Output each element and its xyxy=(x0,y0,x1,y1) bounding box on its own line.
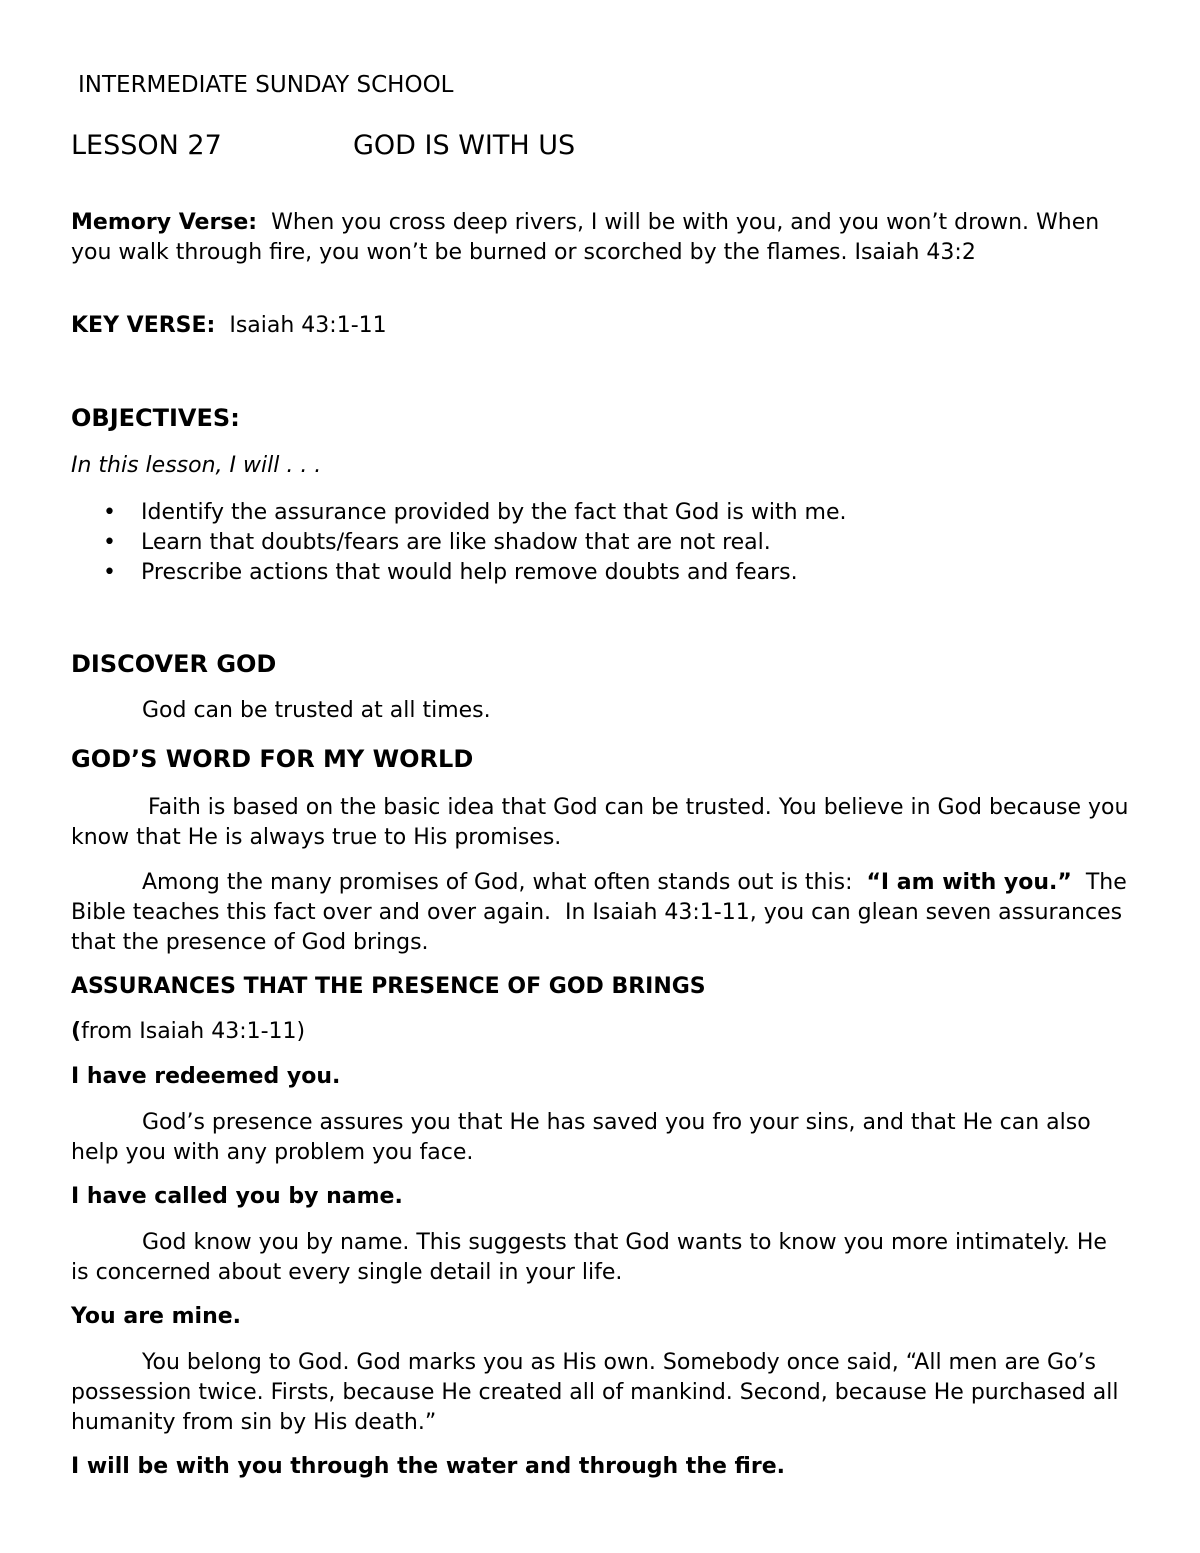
key-verse xyxy=(71,313,387,338)
memory-verse xyxy=(71,208,1131,268)
objectives-intro: In this lesson, I will . . . xyxy=(71,453,322,478)
assurances-heading: ASSURANCES THAT THE PRESENCE OF GOD BRINGS xyxy=(71,974,706,999)
key-verse-label: KEY VERSE: xyxy=(71,313,216,338)
bullet-icon: • xyxy=(103,500,116,525)
lesson-title: GOD IS WITH US xyxy=(353,130,576,161)
assurance-title-3: You are mine. xyxy=(71,1304,242,1329)
assurances-source xyxy=(71,1019,305,1044)
gods-word-paragraph-2 xyxy=(71,868,1134,958)
assurance-title-2: I have called you by name. xyxy=(71,1184,403,1209)
key-verse-text: Isaiah 43:1-11 xyxy=(229,313,387,338)
source-paren: ( xyxy=(71,1019,82,1044)
bullet-icon: • xyxy=(103,560,116,585)
list-item xyxy=(103,498,847,528)
memory-verse-label: Memory Verse: xyxy=(71,210,258,235)
promise-quote: “I am with you.” xyxy=(866,870,1072,895)
gods-word-paragraph-1: Faith is based on the basic idea that God can be trusted. You believe in God because you know that He is always true to His promises. xyxy=(71,795,1129,850)
assurance-text-3: You belong to God. God marks you as His own. Somebody once said, “All men are Go’s possession twice. Firsts, because He created all of mankind. Second, because He purchased all humanity from sin by His death.” xyxy=(71,1350,1119,1435)
assurance-title-4: I will be with you through the water and through the fire. xyxy=(71,1454,785,1479)
list-item xyxy=(103,528,847,558)
list-item xyxy=(103,558,847,588)
discover-text: God can be trusted at all times. xyxy=(142,698,491,723)
bullet-icon: • xyxy=(103,530,116,555)
objectives-heading: OBJECTIVES: xyxy=(71,404,240,432)
discover-heading: DISCOVER GOD xyxy=(71,650,277,678)
objective-text: Learn that doubts/fears are like shadow that are not real. xyxy=(141,530,771,555)
lesson-number: LESSON 27 xyxy=(71,130,222,161)
assurance-text-1: God’s presence assures you that He has saved you fro your sins, and that He can also help you with any problem you face. xyxy=(71,1110,1091,1165)
assurance-title-1: I have redeemed you. xyxy=(71,1064,341,1089)
paragraph-text: The Bible teaches this fact over and over again. In Isaiah 43:1-11, you can glean seven assurances that the presence of God brings. xyxy=(71,870,1134,955)
source-text: from Isaiah 43:1-11) xyxy=(81,1019,306,1044)
objective-text: Prescribe actions that would help remove doubts and fears. xyxy=(141,560,798,585)
memory-verse-text: When you cross deep rivers, I will be with you, and you won’t drown. When you walk through fire, you won’t be burned or scorched by the flames. Isaiah 43:2 xyxy=(71,210,1100,265)
objective-text: Identify the assurance provided by the fact that God is with me. xyxy=(141,500,847,525)
gods-word-heading: GOD’S WORD FOR MY WORLD xyxy=(71,745,474,773)
school-title: INTERMEDIATE SUNDAY SCHOOL xyxy=(78,72,454,98)
assurance-text-2: God know you by name. This suggests that God wants to know you more intimately. He is concerned about every single detail in your life. xyxy=(71,1230,1107,1285)
paragraph-text: Among the many promises of God, what often stands out is this: xyxy=(142,870,867,895)
objectives-list xyxy=(103,498,847,588)
